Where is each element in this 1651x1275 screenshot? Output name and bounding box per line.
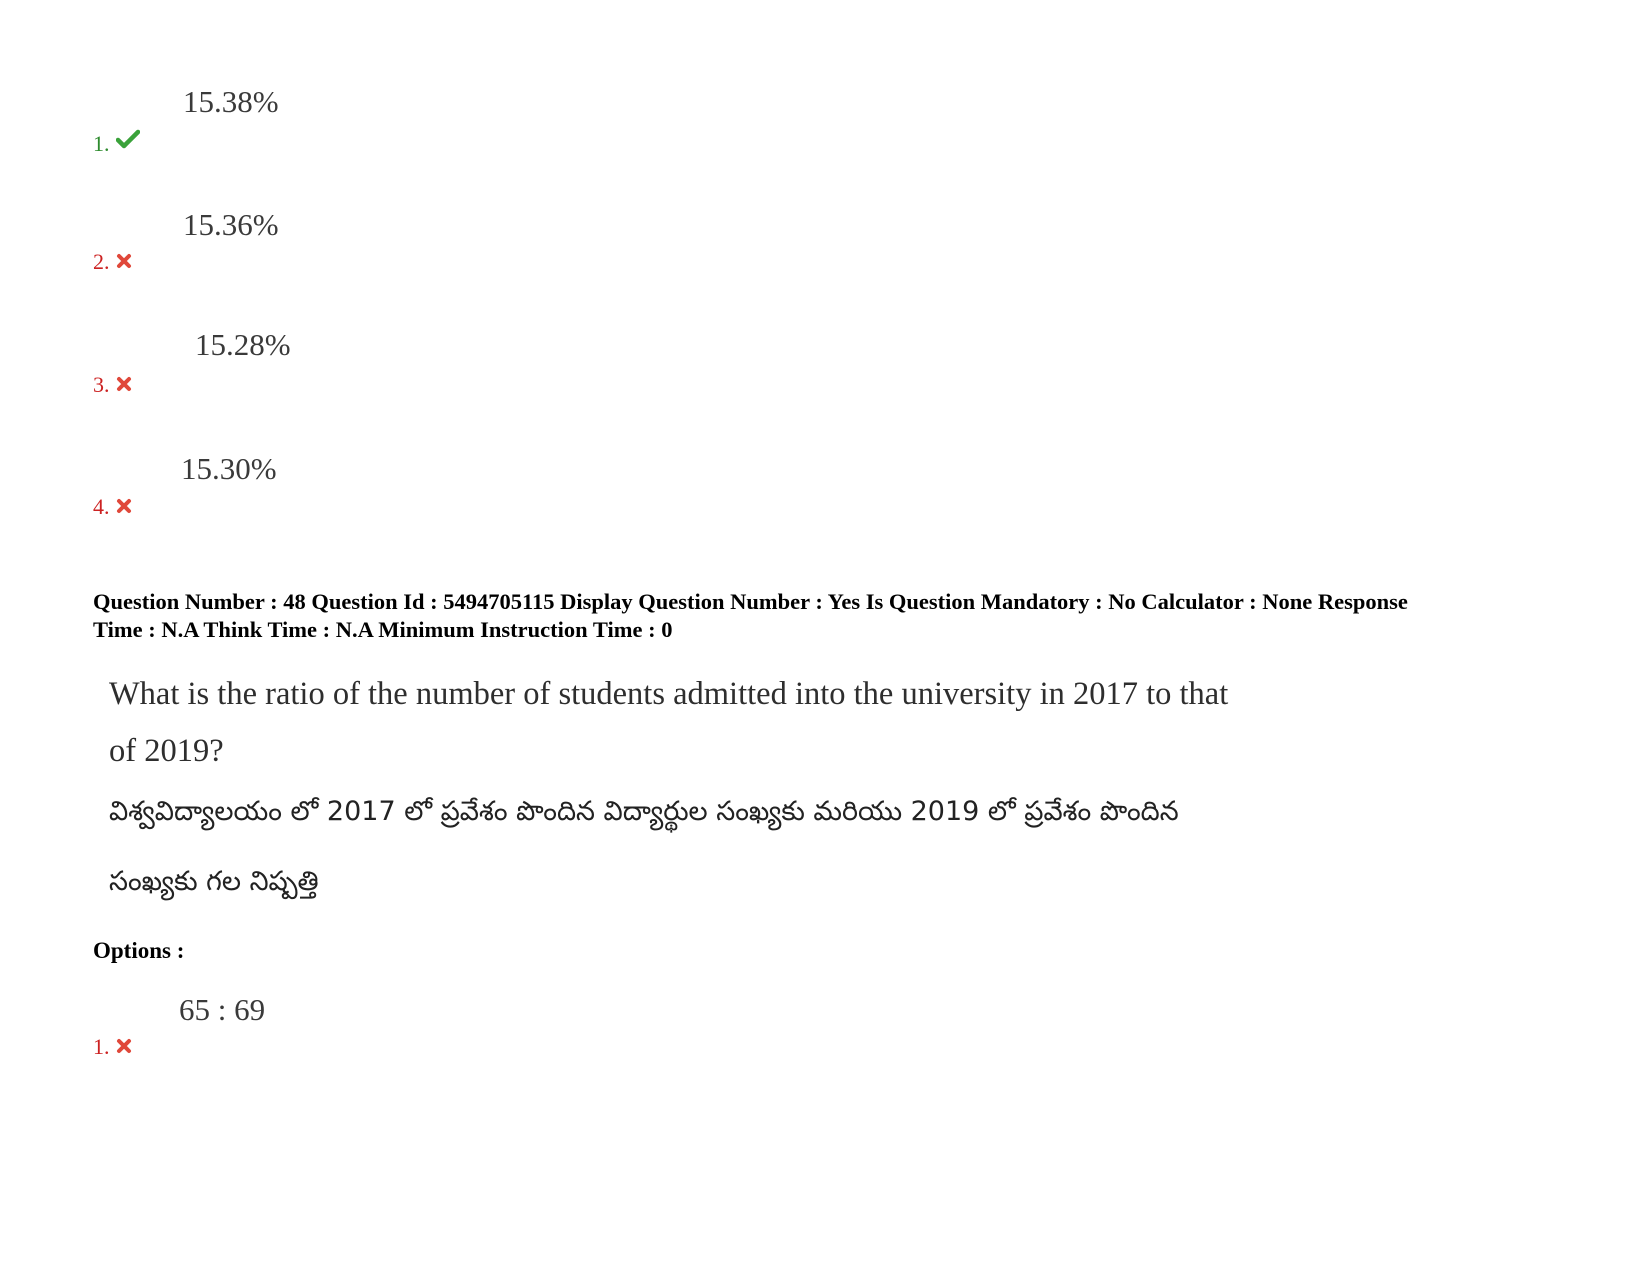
option-3-number: 3. [93, 372, 110, 397]
option-4-value: 15.30% [181, 451, 277, 486]
option-1-number: 1. [93, 131, 110, 156]
question-meta-line-1: Question Number : 48 Question Id : 5494705115 Display Question Number : Yes Is Question Mandatory : No Calculator : None Response [93, 589, 1408, 614]
question-text-en-line-2: of 2019? [109, 733, 224, 769]
question-text-te-line-2: సంఖ్యకు గల నిష్పత్తి [109, 866, 319, 897]
question-meta-line-2: Time : N.A Think Time : N.A Minimum Instruction Time : 0 [93, 617, 673, 642]
q48-option-1-value: 65 : 69 [179, 992, 266, 1027]
check-icon [116, 129, 140, 155]
q48-option-1-row [93, 1034, 132, 1060]
option-2-number: 2. [93, 249, 110, 274]
option-2-row [93, 249, 132, 275]
question-meta [93, 588, 1408, 644]
cross-icon [116, 494, 132, 520]
option-2-value: 15.36% [183, 207, 279, 242]
question-text-te-line-1: విశ్వవిద్యాలయం లో 2017 లో ప్రవేశం పొందిన విద్యార్థుల సంఖ్యకు మరియు 2019 లో ప్రవేశం పొందిన [109, 796, 1179, 827]
option-3-value: 15.28% [195, 327, 291, 362]
option-1-row [93, 131, 140, 157]
q48-option-1-number: 1. [93, 1034, 110, 1059]
cross-icon [116, 249, 132, 275]
option-4-row [93, 494, 132, 520]
option-1-value: 15.38% [183, 84, 279, 119]
cross-icon [116, 1034, 132, 1060]
cross-icon [116, 372, 132, 398]
options-label: Options : [93, 938, 185, 963]
option-3-row [93, 372, 132, 398]
option-4-number: 4. [93, 494, 110, 519]
question-text-en-line-1: What is the ratio of the number of students admitted into the university in 2017 to that [109, 676, 1229, 712]
